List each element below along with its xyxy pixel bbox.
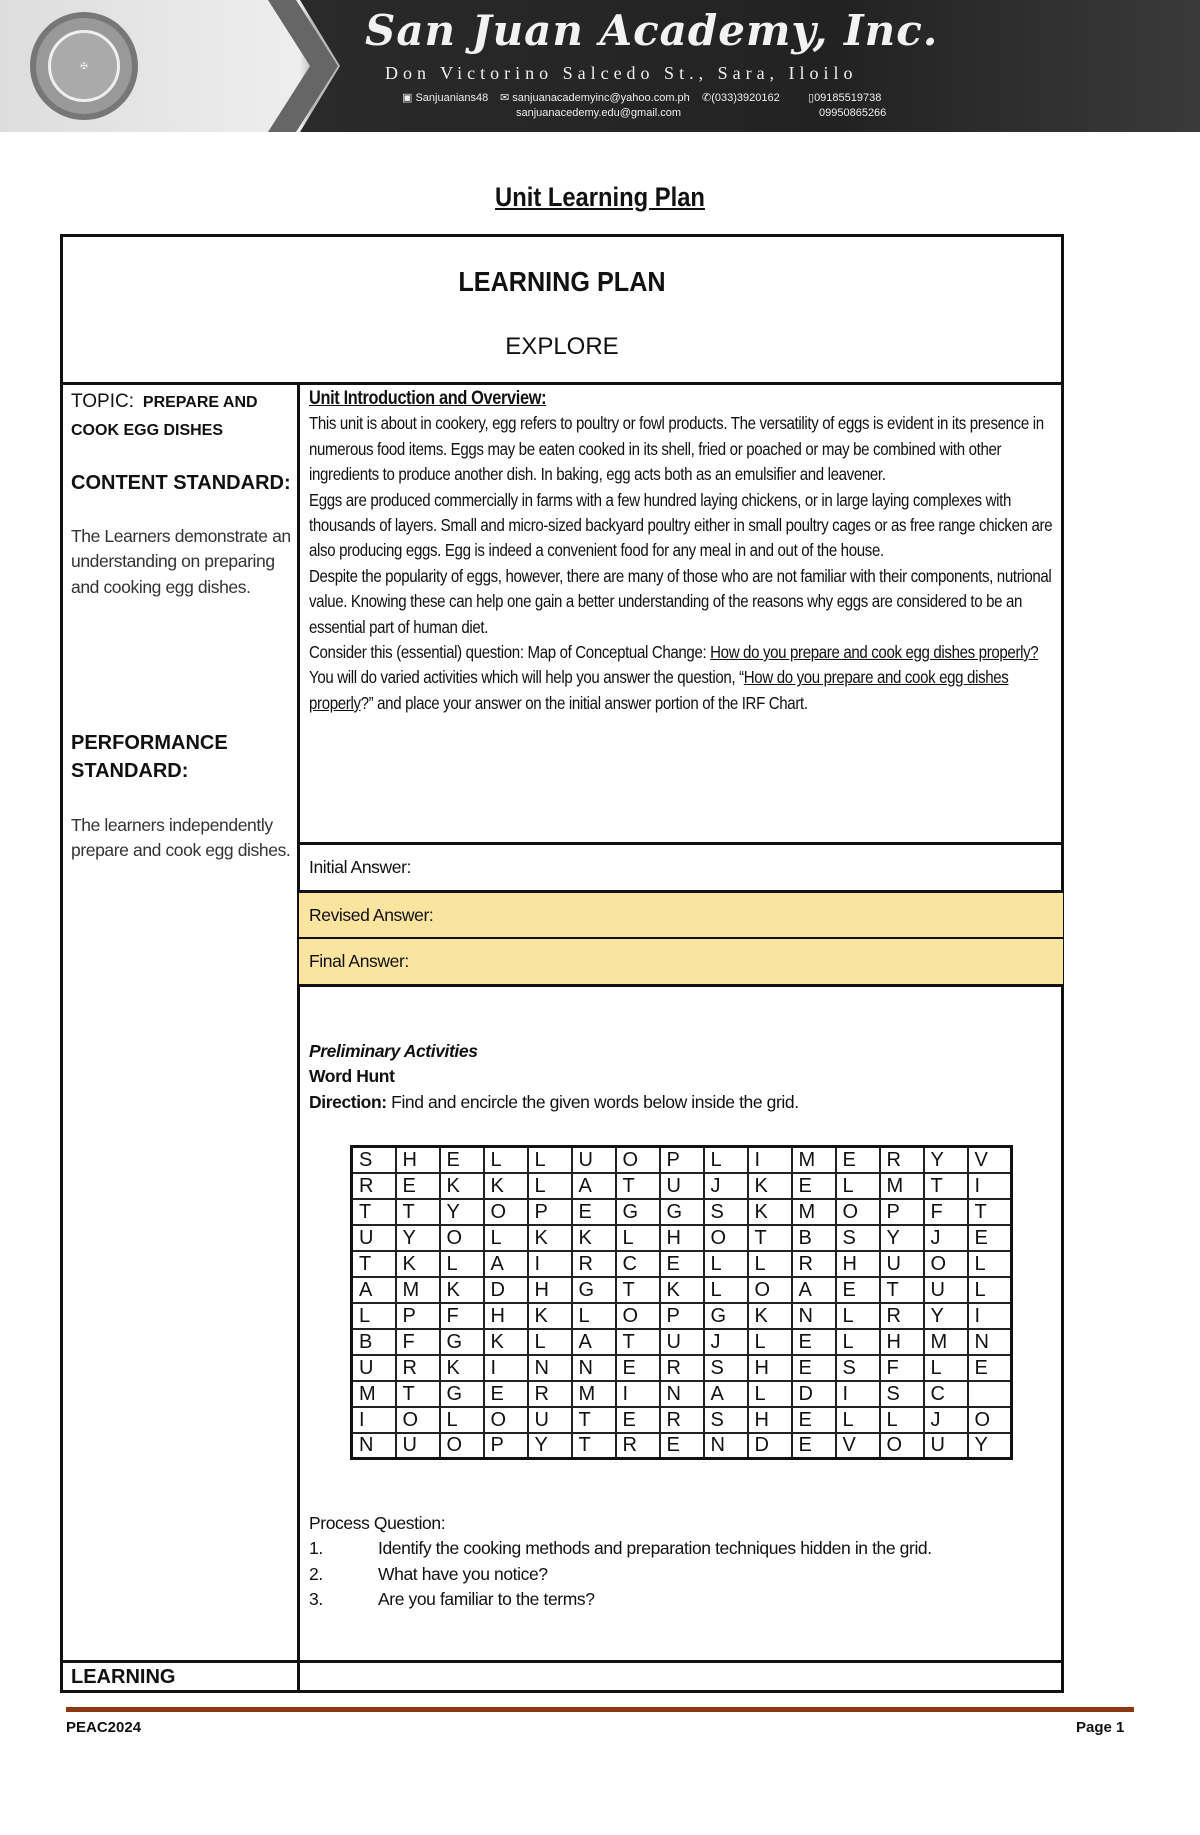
grid-cell[interactable]: K bbox=[484, 1329, 528, 1355]
activity-question: How do you prepare and cook egg dishes properly bbox=[309, 667, 1009, 713]
grid-cell[interactable]: U bbox=[352, 1355, 396, 1381]
table-border-top bbox=[60, 234, 1064, 237]
question-number: 3. bbox=[309, 1589, 323, 1610]
process-question bbox=[309, 1536, 1059, 1561]
mobile-icon: ▯ bbox=[808, 92, 815, 104]
grid-cell[interactable]: T bbox=[616, 1329, 660, 1355]
page-number: Page 1 bbox=[1076, 1719, 1125, 1736]
grid-cell[interactable]: R bbox=[660, 1407, 704, 1433]
grid-cell[interactable]: I bbox=[528, 1251, 572, 1277]
performance-standard-label-1: PERFORMANCE bbox=[71, 732, 228, 754]
grid-cell[interactable]: V bbox=[836, 1433, 880, 1459]
grid-cell[interactable]: J bbox=[704, 1329, 748, 1355]
header-divider bbox=[60, 382, 1064, 385]
question-number: 2. bbox=[309, 1563, 323, 1584]
grid-cell[interactable]: L bbox=[440, 1251, 484, 1277]
grid-cell[interactable]: T bbox=[572, 1433, 616, 1459]
grid-cell[interactable]: E bbox=[660, 1433, 704, 1459]
grid-cell[interactable]: G bbox=[440, 1329, 484, 1355]
grid-cell[interactable]: K bbox=[572, 1225, 616, 1251]
grid-row bbox=[352, 1303, 1012, 1329]
grid-cell[interactable]: K bbox=[748, 1199, 792, 1225]
grid-cell[interactable]: H bbox=[528, 1277, 572, 1303]
initial-answer-field[interactable]: Initial Answer: bbox=[309, 857, 411, 877]
learning-plan-title: LEARNING PLAN bbox=[458, 266, 666, 297]
grid-cell[interactable]: L bbox=[836, 1173, 880, 1199]
grid-cell[interactable]: S bbox=[836, 1355, 880, 1381]
question-number: 1. bbox=[309, 1538, 323, 1559]
grid-cell[interactable]: O bbox=[968, 1407, 1012, 1433]
phone-number: (033)3920162 bbox=[711, 92, 780, 104]
grid-cell[interactable]: E bbox=[792, 1355, 836, 1381]
grid-cell[interactable]: A bbox=[572, 1329, 616, 1355]
grid-cell[interactable]: A bbox=[572, 1173, 616, 1199]
grid-cell[interactable]: P bbox=[880, 1199, 924, 1225]
email-1: sanjuanacademyinc@yahoo.com.ph bbox=[512, 92, 690, 104]
grid-cell[interactable]: E bbox=[616, 1407, 660, 1433]
process-question bbox=[309, 1562, 1059, 1587]
grid-cell[interactable]: G bbox=[572, 1277, 616, 1303]
grid-cell[interactable]: N bbox=[704, 1433, 748, 1459]
table-border-bottom bbox=[60, 1690, 1064, 1693]
grid-cell[interactable]: M bbox=[792, 1199, 836, 1225]
performance-standard-label-2: STANDARD: bbox=[71, 760, 189, 782]
grid-cell[interactable]: H bbox=[836, 1251, 880, 1277]
grid-cell[interactable]: L bbox=[836, 1303, 880, 1329]
grid-cell[interactable]: N bbox=[660, 1381, 704, 1407]
intro-paragraph-2: Eggs are produced commercially in farms with a few hundred laying chickens, or in large laying complexes with thousands of layers. Small and micro-sized backyard poultry either in small poultry cages or as free range chicken are also producing eggs. Egg is indeed a convenient food for any meal in and out of the house. bbox=[309, 489, 1053, 561]
grid-cell[interactable]: E bbox=[396, 1173, 440, 1199]
grid-cell[interactable]: K bbox=[528, 1303, 572, 1329]
grid-row bbox=[352, 1199, 1012, 1225]
grid-cell[interactable]: T bbox=[880, 1277, 924, 1303]
facebook-contact bbox=[402, 92, 488, 105]
grid-cell[interactable]: P bbox=[396, 1303, 440, 1329]
grid-cell[interactable]: U bbox=[660, 1173, 704, 1199]
grid-cell[interactable]: R bbox=[792, 1251, 836, 1277]
grid-cell[interactable]: G bbox=[704, 1303, 748, 1329]
grid-row bbox=[352, 1407, 1012, 1433]
phone-contact bbox=[702, 92, 780, 105]
grid-cell[interactable]: L bbox=[748, 1251, 792, 1277]
grid-cell[interactable]: T bbox=[616, 1173, 660, 1199]
direction bbox=[309, 1090, 1059, 1115]
grid-cell[interactable]: U bbox=[924, 1277, 968, 1303]
document-title: Unit Learning Plan bbox=[495, 182, 705, 212]
grid-cell[interactable]: L bbox=[528, 1147, 572, 1173]
grid-cell[interactable]: F bbox=[440, 1303, 484, 1329]
grid-cell[interactable]: I bbox=[836, 1381, 880, 1407]
grid-row bbox=[352, 1277, 1012, 1303]
grid-cell[interactable]: C bbox=[616, 1251, 660, 1277]
grid-cell[interactable]: R bbox=[880, 1147, 924, 1173]
grid-cell[interactable]: G bbox=[616, 1199, 660, 1225]
grid-cell[interactable]: I bbox=[484, 1355, 528, 1381]
question-text: What have you notice? bbox=[378, 1563, 548, 1584]
grid-cell[interactable]: U bbox=[660, 1329, 704, 1355]
grid-cell[interactable]: R bbox=[396, 1355, 440, 1381]
facebook-icon: ▣ bbox=[402, 92, 413, 104]
topic bbox=[71, 388, 291, 445]
grid-cell[interactable]: F bbox=[880, 1355, 924, 1381]
divider bbox=[297, 984, 1064, 987]
grid-cell[interactable]: T bbox=[352, 1251, 396, 1277]
mail-icon: ✉ bbox=[500, 92, 510, 104]
grid-cell[interactable]: Y bbox=[924, 1303, 968, 1329]
grid-cell[interactable]: S bbox=[704, 1355, 748, 1381]
preliminary-activities bbox=[309, 1039, 1059, 1115]
grid-cell[interactable]: M bbox=[396, 1277, 440, 1303]
stage-title: EXPLORE bbox=[505, 333, 619, 360]
grid-cell[interactable]: K bbox=[440, 1173, 484, 1199]
grid-cell[interactable]: H bbox=[748, 1355, 792, 1381]
grid-cell[interactable]: K bbox=[748, 1173, 792, 1199]
grid-cell[interactable]: F bbox=[924, 1199, 968, 1225]
grid-cell[interactable]: L bbox=[484, 1147, 528, 1173]
grid-cell[interactable]: T bbox=[616, 1277, 660, 1303]
grid-cell[interactable]: K bbox=[748, 1303, 792, 1329]
unit-introduction bbox=[309, 386, 1057, 716]
grid-cell[interactable]: J bbox=[924, 1407, 968, 1433]
grid-cell[interactable]: Y bbox=[440, 1199, 484, 1225]
grid-cell[interactable]: O bbox=[880, 1433, 924, 1459]
grid-cell[interactable]: Y bbox=[968, 1433, 1012, 1459]
grid-cell[interactable]: I bbox=[748, 1147, 792, 1173]
grid-cell[interactable]: I bbox=[352, 1407, 396, 1433]
grid-cell[interactable]: L bbox=[704, 1147, 748, 1173]
direction-label: Direction: bbox=[309, 1091, 387, 1112]
mobile-1: 09185519738 bbox=[814, 92, 882, 104]
grid-cell[interactable]: U bbox=[352, 1225, 396, 1251]
grid-cell[interactable]: E bbox=[572, 1199, 616, 1225]
grid-row bbox=[352, 1147, 1012, 1173]
grid-cell[interactable]: U bbox=[924, 1433, 968, 1459]
grid-cell[interactable]: M bbox=[924, 1329, 968, 1355]
grid-cell[interactable]: S bbox=[880, 1381, 924, 1407]
question-text: Are you familiar to the terms? bbox=[378, 1589, 595, 1610]
intro-paragraph-3: Despite the popularity of eggs, however, there are many of those who are not familiar with their components, nutrional value. Knowing these can help one gain a better understanding of the reasons why eggs are considered to be an essential part of human diet. bbox=[309, 565, 1052, 637]
grid-cell[interactable]: K bbox=[528, 1225, 572, 1251]
learning-label: LEARNING bbox=[71, 1666, 176, 1688]
grid-cell[interactable]: C bbox=[924, 1381, 968, 1407]
grid-cell[interactable]: O bbox=[924, 1251, 968, 1277]
email-2: sanjuanacedemy.edu@gmail.com bbox=[516, 107, 682, 119]
intro-paragraph-4 bbox=[309, 640, 1057, 665]
grid-cell[interactable]: K bbox=[396, 1251, 440, 1277]
grid-cell[interactable]: L bbox=[484, 1225, 528, 1251]
grid-cell[interactable]: R bbox=[352, 1173, 396, 1199]
grid-cell[interactable]: G bbox=[440, 1381, 484, 1407]
grid-cell[interactable]: L bbox=[924, 1355, 968, 1381]
grid-cell[interactable]: E bbox=[484, 1381, 528, 1407]
grid-cell[interactable]: I bbox=[968, 1173, 1012, 1199]
grid-cell[interactable]: M bbox=[880, 1173, 924, 1199]
grid-cell[interactable]: E bbox=[616, 1355, 660, 1381]
grid-cell[interactable]: H bbox=[748, 1407, 792, 1433]
grid-cell[interactable]: T bbox=[396, 1381, 440, 1407]
grid-cell[interactable]: T bbox=[748, 1225, 792, 1251]
grid-cell[interactable]: H bbox=[660, 1225, 704, 1251]
activity-text: You will do varied activities which will help you answer the question, “ bbox=[309, 667, 744, 688]
grid-cell[interactable]: N bbox=[528, 1355, 572, 1381]
grid-cell[interactable]: I bbox=[616, 1381, 660, 1407]
grid-cell[interactable]: J bbox=[704, 1173, 748, 1199]
grid-cell[interactable]: D bbox=[484, 1277, 528, 1303]
facebook-handle: Sanjuanians48 bbox=[415, 92, 489, 104]
grid-cell[interactable]: Y bbox=[528, 1433, 572, 1459]
grid-cell[interactable]: F bbox=[396, 1329, 440, 1355]
topic-value: PREPARE AND COOK EGG DISHES bbox=[71, 394, 258, 439]
grid-cell[interactable]: L bbox=[836, 1407, 880, 1433]
process-question bbox=[309, 1587, 1059, 1612]
intro-heading: Unit Introduction and Overview: bbox=[309, 388, 547, 409]
intro-paragraph-1: This unit is about in cookery, egg refers to poultry or fowl products. The versatility of eggs is evident in its presence in numerous food items. Eggs may be eaten cooked in its shell, fried or poached or may be combined with other ingredients to produce another dish. In baking, egg acts both as an emulsifier and leavener. bbox=[309, 413, 1044, 485]
grid-cell[interactable]: E bbox=[836, 1147, 880, 1173]
grid-cell[interactable]: M bbox=[352, 1381, 396, 1407]
activity-title: Preliminary Activities bbox=[309, 1041, 478, 1061]
grid-row bbox=[352, 1329, 1012, 1355]
grid-cell[interactable]: N bbox=[968, 1329, 1012, 1355]
grid-cell[interactable]: B bbox=[352, 1329, 396, 1355]
school-name: San Juan Academy, Inc. bbox=[365, 6, 939, 55]
intro-paragraph-5 bbox=[309, 665, 1057, 716]
process-label: Process Question: bbox=[309, 1513, 446, 1533]
footer-rule bbox=[66, 1707, 1134, 1712]
grid-row bbox=[352, 1251, 1012, 1277]
final-answer-field[interactable]: Final Answer: bbox=[299, 939, 1063, 984]
grid-cell[interactable]: D bbox=[748, 1433, 792, 1459]
grid-cell[interactable]: L bbox=[440, 1407, 484, 1433]
grid-cell[interactable]: L bbox=[748, 1329, 792, 1355]
revised-answer-field[interactable]: Revised Answer: bbox=[299, 893, 1063, 940]
grid-cell[interactable]: I bbox=[968, 1303, 1012, 1329]
grid-cell[interactable]: E bbox=[660, 1251, 704, 1277]
grid-cell[interactable]: O bbox=[616, 1147, 660, 1173]
grid-cell[interactable]: O bbox=[704, 1225, 748, 1251]
grid-cell[interactable]: L bbox=[616, 1225, 660, 1251]
table-border-left bbox=[60, 234, 63, 1693]
process-questions bbox=[309, 1511, 1059, 1613]
grid-cell[interactable]: K bbox=[660, 1277, 704, 1303]
performance-standard-text: The learners independently prepare and cook egg dishes. bbox=[71, 815, 291, 861]
direction-text: Find and encircle the given words below inside the grid. bbox=[386, 1091, 799, 1112]
activity-text-end: ?” and place your answer on the initial answer portion of the IRF Chart. bbox=[360, 692, 808, 713]
grid-row bbox=[352, 1381, 1012, 1407]
grid-cell[interactable]: E bbox=[792, 1433, 836, 1459]
grid-cell[interactable]: A bbox=[704, 1381, 748, 1407]
grid-cell[interactable]: G bbox=[660, 1199, 704, 1225]
grid-cell[interactable]: K bbox=[440, 1355, 484, 1381]
essential-question: How do you prepare and cook egg dishes properly? bbox=[710, 642, 1039, 663]
grid-cell[interactable]: Y bbox=[924, 1147, 968, 1173]
grid-cell[interactable]: S bbox=[704, 1407, 748, 1433]
grid-cell[interactable] bbox=[968, 1381, 1012, 1407]
grid-cell[interactable]: H bbox=[880, 1329, 924, 1355]
seal-emblem: ✠ bbox=[48, 30, 120, 102]
topic-label: TOPIC: bbox=[71, 391, 134, 412]
grid-cell[interactable]: T bbox=[396, 1199, 440, 1225]
grid-cell[interactable]: T bbox=[968, 1199, 1012, 1225]
grid-cell[interactable]: L bbox=[572, 1303, 616, 1329]
grid-cell[interactable]: O bbox=[836, 1199, 880, 1225]
grid-cell[interactable]: O bbox=[616, 1303, 660, 1329]
mobile-2: 09950865266 bbox=[819, 107, 887, 119]
grid-cell[interactable]: S bbox=[704, 1199, 748, 1225]
grid-cell[interactable]: H bbox=[396, 1147, 440, 1173]
grid-cell[interactable]: E bbox=[836, 1277, 880, 1303]
content-standard-text: The Learners demonstrate an understanding on preparing and cooking egg dishes. bbox=[71, 526, 291, 597]
grid-cell[interactable]: P bbox=[528, 1199, 572, 1225]
grid-cell[interactable]: U bbox=[572, 1147, 616, 1173]
footer-code: PEAC2024 bbox=[66, 1719, 142, 1736]
activity-name: Word Hunt bbox=[309, 1066, 395, 1087]
grid-cell[interactable]: R bbox=[660, 1355, 704, 1381]
grid-cell[interactable]: P bbox=[660, 1303, 704, 1329]
grid-cell[interactable]: O bbox=[396, 1407, 440, 1433]
grid-row bbox=[352, 1433, 1012, 1459]
grid-cell[interactable]: R bbox=[616, 1433, 660, 1459]
grid-cell[interactable]: H bbox=[484, 1303, 528, 1329]
learning-row-divider bbox=[60, 1660, 1064, 1663]
grid-cell[interactable]: N bbox=[352, 1433, 396, 1459]
grid-cell[interactable]: J bbox=[924, 1225, 968, 1251]
grid-cell[interactable]: E bbox=[968, 1225, 1012, 1251]
grid-cell[interactable]: V bbox=[968, 1147, 1012, 1173]
grid-cell[interactable]: B bbox=[792, 1225, 836, 1251]
mobile-contact bbox=[808, 92, 881, 105]
grid-cell[interactable]: Y bbox=[880, 1225, 924, 1251]
grid-cell[interactable]: U bbox=[396, 1433, 440, 1459]
grid-cell[interactable]: E bbox=[792, 1173, 836, 1199]
grid-cell[interactable]: E bbox=[440, 1147, 484, 1173]
school-seal-logo bbox=[30, 12, 138, 120]
email-contact bbox=[500, 92, 690, 105]
grid-cell[interactable]: L bbox=[704, 1251, 748, 1277]
grid-cell[interactable]: O bbox=[440, 1225, 484, 1251]
grid-cell[interactable]: U bbox=[880, 1251, 924, 1277]
school-address: Don Victorino Salcedo St., Sara, Iloilo bbox=[385, 63, 858, 83]
grid-cell[interactable]: O bbox=[748, 1277, 792, 1303]
grid-cell[interactable]: K bbox=[440, 1277, 484, 1303]
grid-cell[interactable]: U bbox=[528, 1407, 572, 1433]
grid-cell[interactable]: O bbox=[484, 1199, 528, 1225]
grid-cell[interactable]: E bbox=[792, 1329, 836, 1355]
grid-cell[interactable]: E bbox=[968, 1355, 1012, 1381]
grid-cell[interactable]: L bbox=[528, 1329, 572, 1355]
grid-cell[interactable]: L bbox=[880, 1407, 924, 1433]
grid-cell[interactable]: D bbox=[792, 1381, 836, 1407]
grid-cell[interactable]: L bbox=[748, 1381, 792, 1407]
grid-cell[interactable]: A bbox=[352, 1277, 396, 1303]
essential-question-prefix: Consider this (essential) question: Map of Conceptual Change: bbox=[309, 642, 711, 663]
grid-cell[interactable]: M bbox=[792, 1147, 836, 1173]
grid-cell[interactable]: P bbox=[484, 1433, 528, 1459]
grid-cell[interactable]: L bbox=[528, 1173, 572, 1199]
grid-cell[interactable]: L bbox=[352, 1303, 396, 1329]
grid-cell[interactable]: P bbox=[660, 1147, 704, 1173]
grid-cell[interactable]: T bbox=[924, 1173, 968, 1199]
grid-cell[interactable]: S bbox=[836, 1225, 880, 1251]
grid-cell[interactable]: T bbox=[352, 1199, 396, 1225]
grid-row bbox=[352, 1173, 1012, 1199]
question-text: Identify the cooking methods and preparation techniques hidden in the grid. bbox=[378, 1538, 932, 1559]
grid-row bbox=[352, 1225, 1012, 1251]
grid-cell[interactable]: O bbox=[440, 1433, 484, 1459]
grid-cell[interactable]: R bbox=[572, 1251, 616, 1277]
grid-cell[interactable]: N bbox=[792, 1303, 836, 1329]
grid-cell[interactable]: R bbox=[528, 1381, 572, 1407]
grid-row bbox=[352, 1355, 1012, 1381]
grid-cell[interactable]: L bbox=[836, 1329, 880, 1355]
grid-cell[interactable]: E bbox=[792, 1407, 836, 1433]
grid-cell[interactable]: R bbox=[880, 1303, 924, 1329]
column-divider bbox=[297, 382, 300, 1692]
grid-cell[interactable]: O bbox=[484, 1407, 528, 1433]
content-standard-label: CONTENT STANDARD: bbox=[71, 472, 291, 494]
word-hunt-grid bbox=[350, 1145, 1013, 1460]
grid-cell[interactable]: S bbox=[352, 1147, 396, 1173]
grid-cell[interactable]: N bbox=[572, 1355, 616, 1381]
grid-cell[interactable]: L bbox=[704, 1277, 748, 1303]
phone-icon: ✆ bbox=[702, 92, 712, 104]
grid-cell[interactable]: L bbox=[968, 1251, 1012, 1277]
grid-cell[interactable]: K bbox=[484, 1173, 528, 1199]
grid-cell[interactable]: Y bbox=[396, 1225, 440, 1251]
grid-cell[interactable]: M bbox=[572, 1381, 616, 1407]
grid-cell[interactable]: A bbox=[484, 1251, 528, 1277]
grid-cell[interactable]: L bbox=[968, 1277, 1012, 1303]
grid-cell[interactable]: T bbox=[572, 1407, 616, 1433]
grid-cell[interactable]: A bbox=[792, 1277, 836, 1303]
